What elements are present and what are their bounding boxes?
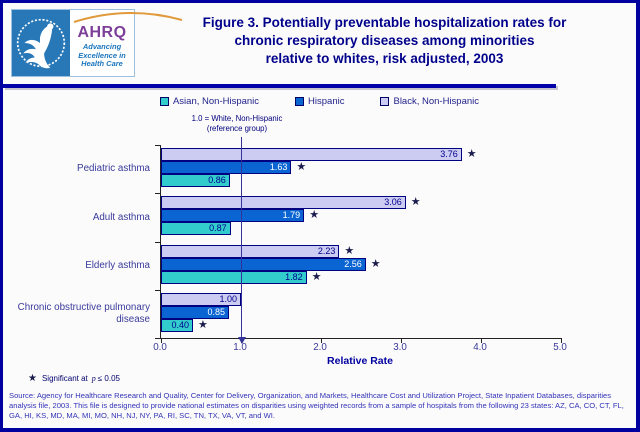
legend-label: Hispanic	[308, 96, 345, 107]
legend-item-hispanic	[295, 96, 344, 107]
tagline-line: Excellence in	[78, 50, 126, 60]
reference-note-line2: (reference group)	[206, 123, 268, 133]
legend-item-asian	[160, 96, 259, 107]
bar-value-label: 0.86	[208, 175, 226, 185]
y-axis-tick	[155, 145, 161, 146]
legend-item-black	[380, 96, 479, 107]
significance-threshold: ≤ 0.05	[97, 374, 120, 383]
significance-star: ★	[344, 244, 355, 257]
bar	[161, 271, 307, 284]
significance-star: ★	[370, 257, 381, 270]
bar-value-label: 3.76	[440, 149, 458, 159]
tagline-line: Health Care	[81, 59, 123, 69]
significance-star: ★	[198, 318, 208, 331]
significance-star: ★	[410, 196, 421, 209]
bar	[161, 222, 231, 235]
bar-value-label: 2.56	[344, 258, 362, 269]
bar-value-label: 1.79	[282, 210, 301, 221]
ahrq-logo	[70, 10, 134, 76]
source-note: Source: Agency for Healthcare Research and Quality, Center for Delivery, Organization, and Markets, Healthcare Cost and Utilization Project, State Inpatient Databases, disparities analysis file, 2003. This file is designed to provide national estimates on disparities using weighted records from a sample of hospitals from the following 23 states: AZ, CA, CO, CT, FL, GA, HI, KS, MD, MA, MI, MO, NH, NJ, NY, PA, RI, SC, TN, TX, VA, VT, and WI.	[9, 391, 624, 420]
bar	[161, 245, 339, 258]
star-icon: ★	[28, 373, 37, 384]
ahrq-tagline	[78, 43, 126, 69]
bar	[161, 209, 304, 222]
significance-star: ★	[309, 209, 320, 222]
ahrq-acronym: AHRQ	[77, 24, 127, 42]
y-axis-tick	[155, 242, 161, 243]
bar	[161, 306, 229, 319]
x-tick-label: 5.0	[553, 342, 567, 353]
bar	[161, 174, 230, 187]
x-tick-label: 0.0	[153, 342, 167, 353]
reference-group-note	[192, 114, 283, 133]
figure-title-line1: Figure 3. Potentially preventable hospitalization rates for	[202, 15, 567, 30]
x-tick-label: 2.0	[313, 342, 327, 353]
y-axis-category-labels	[3, 145, 155, 338]
p-symbol: p	[91, 374, 96, 383]
significance-star: ★	[311, 270, 322, 283]
legend-swatch-black	[380, 97, 389, 106]
bar-value-label: 0.87	[209, 223, 227, 234]
x-tick-label: 1.0	[233, 342, 247, 353]
bar-value-label: 0.85	[207, 306, 225, 317]
bar	[161, 148, 462, 161]
y-axis-tick	[155, 290, 161, 291]
bar	[161, 196, 406, 209]
x-axis-tick-labels	[153, 342, 567, 354]
category-label: Elderly asthma	[85, 259, 150, 271]
x-tick-label: 4.0	[473, 342, 487, 353]
bar	[161, 293, 241, 306]
bar	[161, 258, 366, 271]
hhs-seal	[12, 10, 70, 76]
legend-label: Asian, Non-Hispanic	[172, 96, 260, 107]
significance-text: Significant at	[41, 374, 88, 383]
legend-swatch-asian	[160, 97, 169, 106]
bar-value-label: 2.23	[317, 245, 336, 256]
significance-footnote	[28, 373, 122, 384]
category-label: Pediatric asthma	[77, 163, 150, 175]
category-label: Chronic obstructive pulmonary disease	[17, 302, 150, 325]
tagline-line: Advancing	[82, 42, 122, 52]
legend-label: Black, Non-Hispanic	[393, 96, 480, 107]
chart-legend	[3, 96, 636, 107]
bar-value-label: 1.82	[285, 271, 303, 282]
agency-logo	[11, 9, 135, 77]
figure-title-line2: chronic respiratory diseases among minorities	[234, 33, 535, 48]
x-axis-title: Relative Rate	[327, 355, 393, 367]
bar-value-label: 1.63	[269, 162, 288, 172]
x-tick-label: 3.0	[393, 342, 407, 353]
y-axis-tick	[155, 193, 161, 194]
reference-note-line1: 1.0 = White, Non-Hispanic	[191, 114, 283, 123]
bar-value-label: 0.40	[171, 319, 189, 330]
figure-title	[141, 14, 628, 68]
plot-area	[160, 145, 561, 339]
significance-star: ★	[466, 148, 477, 160]
bar	[161, 319, 193, 332]
reference-line	[241, 137, 242, 337]
category-label: Adult asthma	[92, 211, 150, 223]
bar-value-label: 1.00	[219, 293, 237, 304]
hhs-eagle-icon	[15, 14, 67, 72]
significance-star: ★	[296, 161, 307, 173]
header-rule	[3, 84, 556, 88]
bar	[161, 161, 291, 174]
figure-title-line3: relative to whites, risk adjusted, 2003	[265, 51, 504, 66]
bar-value-label: 3.06	[384, 197, 402, 208]
legend-swatch-hispanic	[295, 97, 304, 106]
